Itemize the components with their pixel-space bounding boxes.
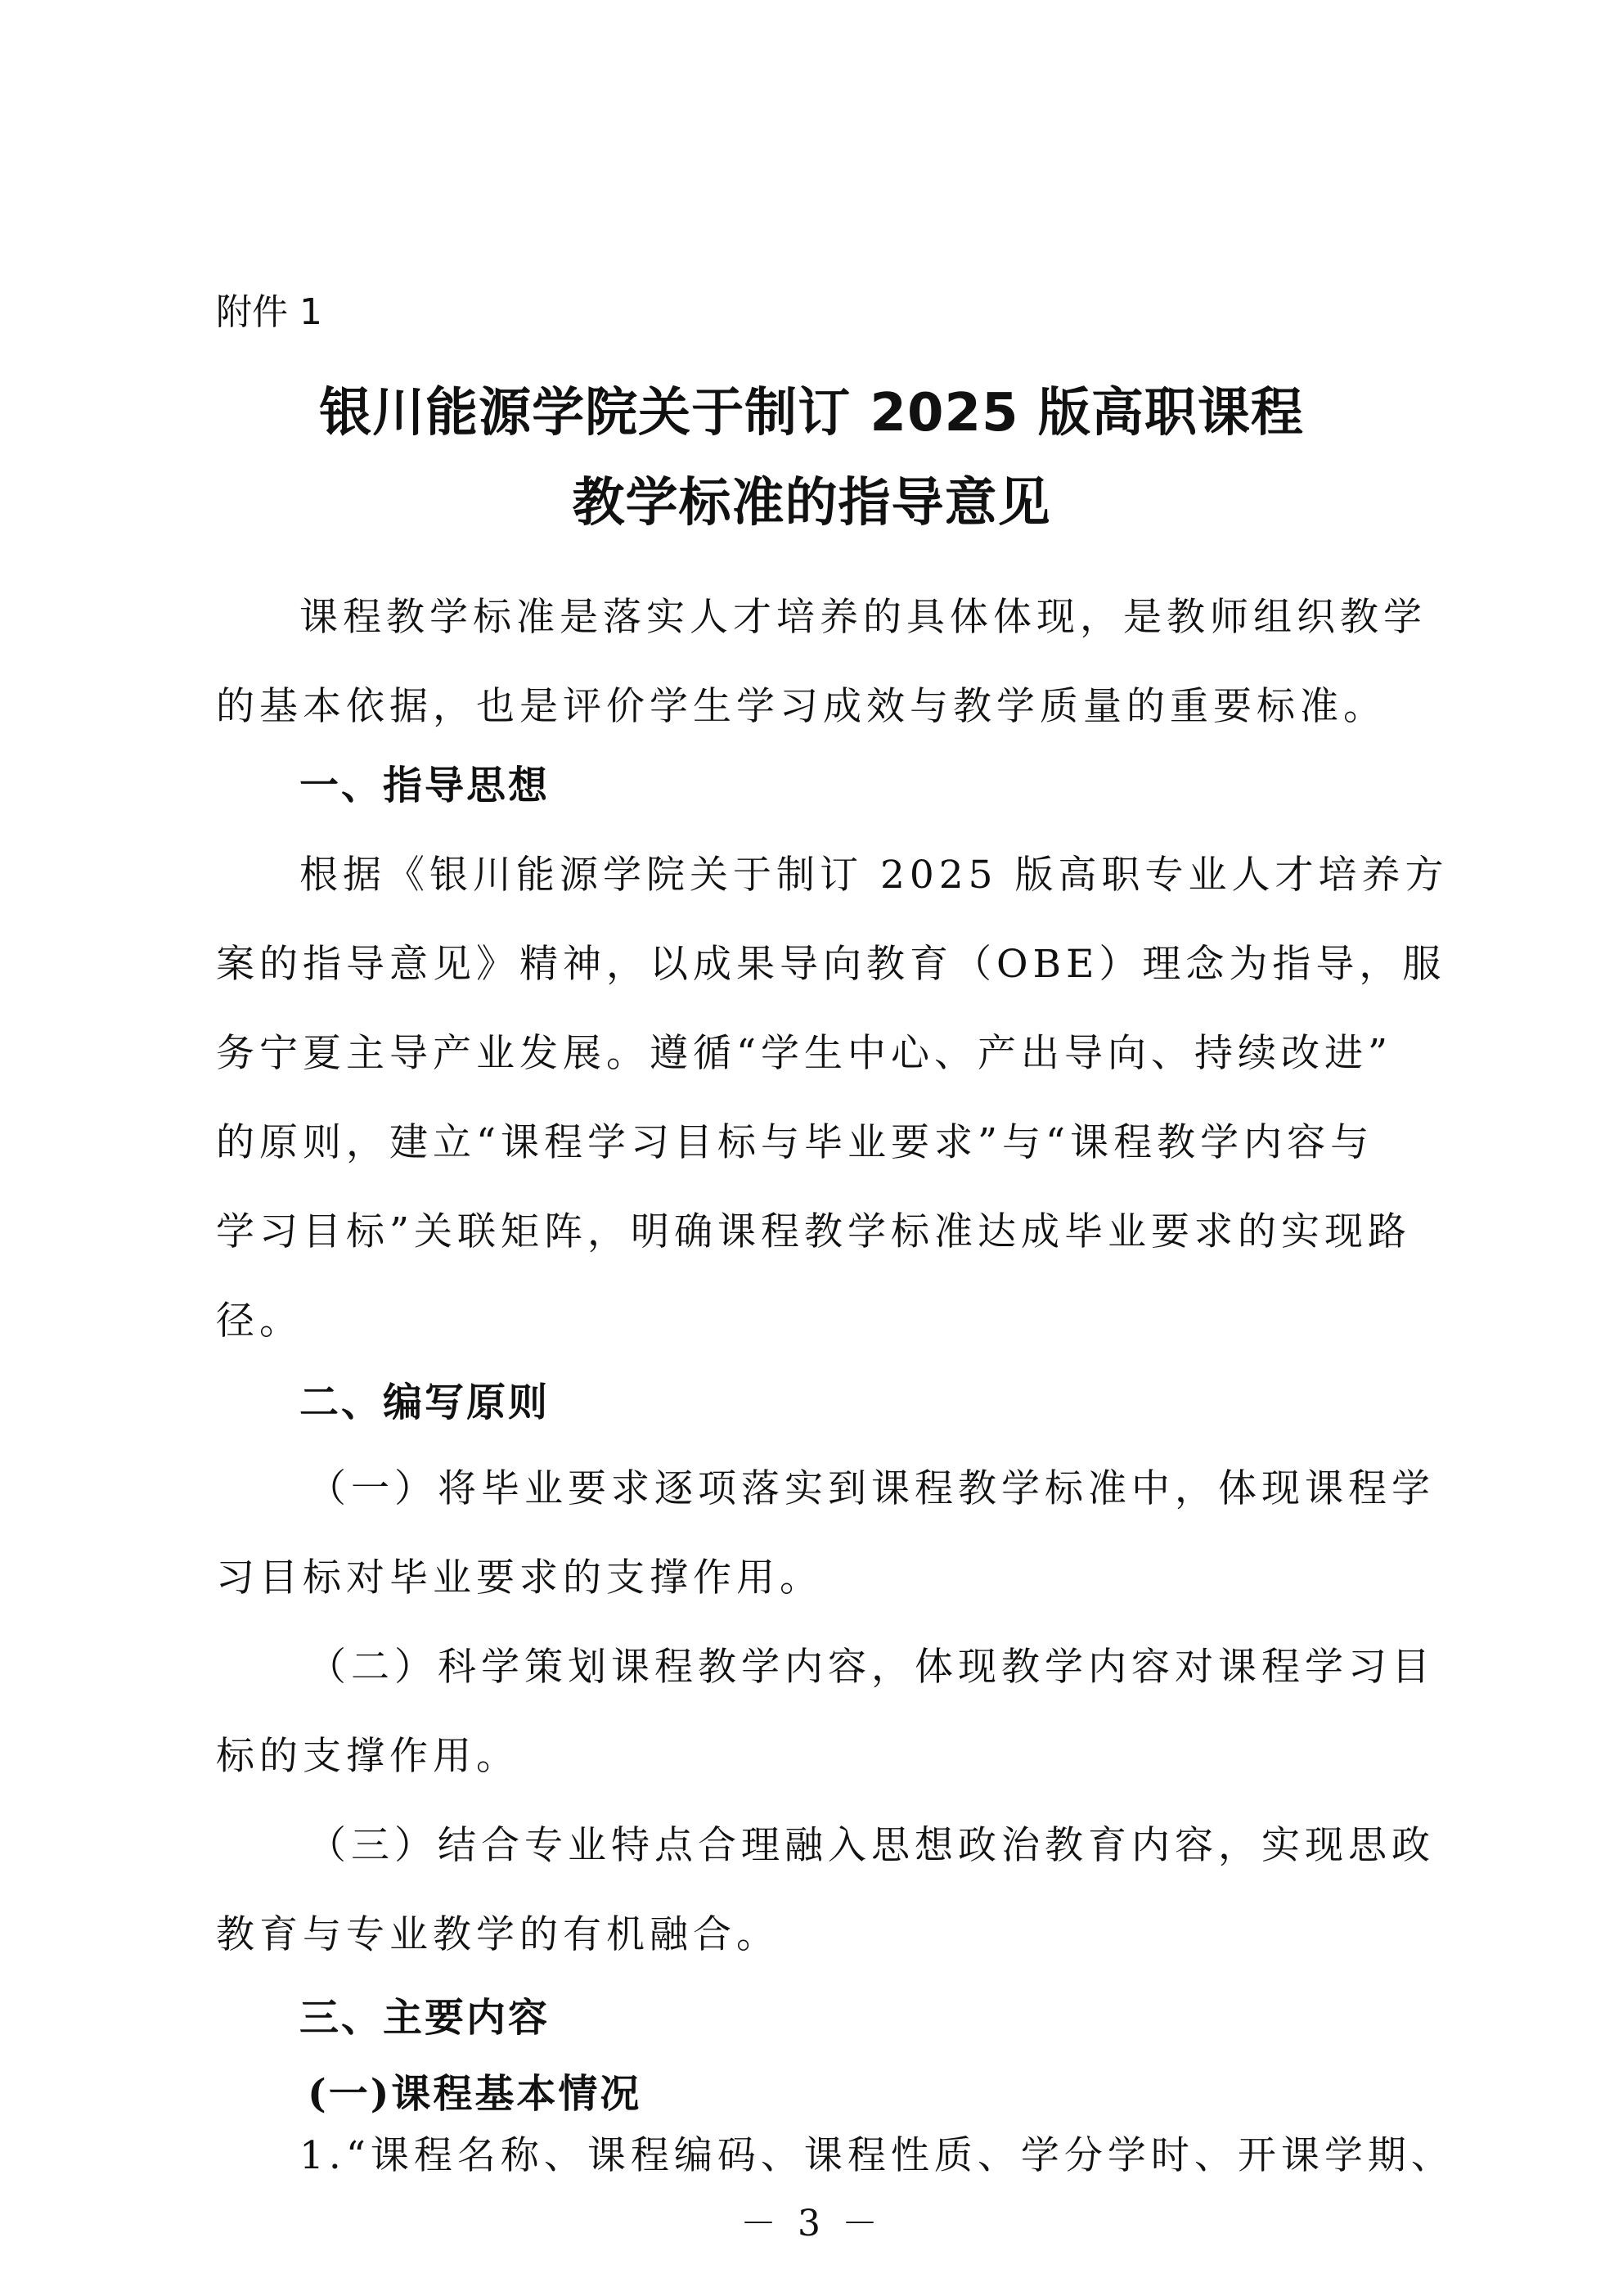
intro-line-2: 的基本依据，也是评价学生学习成效与教学质量的重要标准。 [216, 684, 1387, 729]
section-2-p2-line-2: 标的支撑作用。 [216, 1734, 519, 1779]
section-2-p2-line-1: （二）科学策划课程教学内容，体现教学内容对课程学习目 [308, 1645, 1435, 1690]
section-2-p1-line-1: （一）将毕业要求逐项落实到课程教学标准中，体现课程学 [308, 1466, 1435, 1511]
document-title-line-1: 银川能源学院关于制订 2025 版高职课程 [319, 383, 1304, 443]
section-1-line-4: 的原则，建立“课程学习目标与毕业要求”与“课程教学内容与 [216, 1120, 1374, 1165]
section-1-line-2: 案的指导意见》精神，以成果导向教育（OBE）理念为指导，服 [216, 942, 1446, 987]
section-1-heading: 一、指导思想 [299, 763, 551, 808]
section-1-line-5: 学习目标”关联矩阵，明确课程教学标准达成毕业要求的实现路 [216, 1209, 1412, 1254]
section-1-line-1: 根据《银川能源学院关于制订 2025 版高职专业人才培养方 [299, 853, 1449, 898]
section-2-p3-line-1: （三）结合专业特点合理融入思想政治教育内容，实现思政 [308, 1823, 1435, 1868]
section-2-p1-line-2: 习目标对毕业要求的支撑作用。 [216, 1555, 823, 1600]
document-title-line-2: 教学标准的指导意见 [572, 473, 1051, 533]
section-2-heading: 二、编写原则 [299, 1380, 551, 1425]
section-3-heading: 三、主要内容 [299, 1995, 551, 2041]
section-1-line-3: 务宁夏主导产业发展。遵循“学生中心、产出导向、持续改进” [216, 1031, 1393, 1076]
intro-line-1: 课程教学标准是落实人才培养的具体体现，是教师组织教学 [299, 595, 1427, 640]
section-3-line-1: 1.“课程名称、课程编码、课程性质、学分学时、开课学期、 [299, 2133, 1454, 2178]
section-1-line-6: 径。 [216, 1299, 303, 1344]
page-number: － 3 － [740, 2203, 883, 2244]
section-2-p3-line-2: 教育与专业教学的有机融合。 [216, 1912, 780, 1957]
section-3-subheading-1: (一)课程基本情况 [308, 2071, 642, 2117]
attachment-label: 附件 1 [216, 291, 322, 333]
